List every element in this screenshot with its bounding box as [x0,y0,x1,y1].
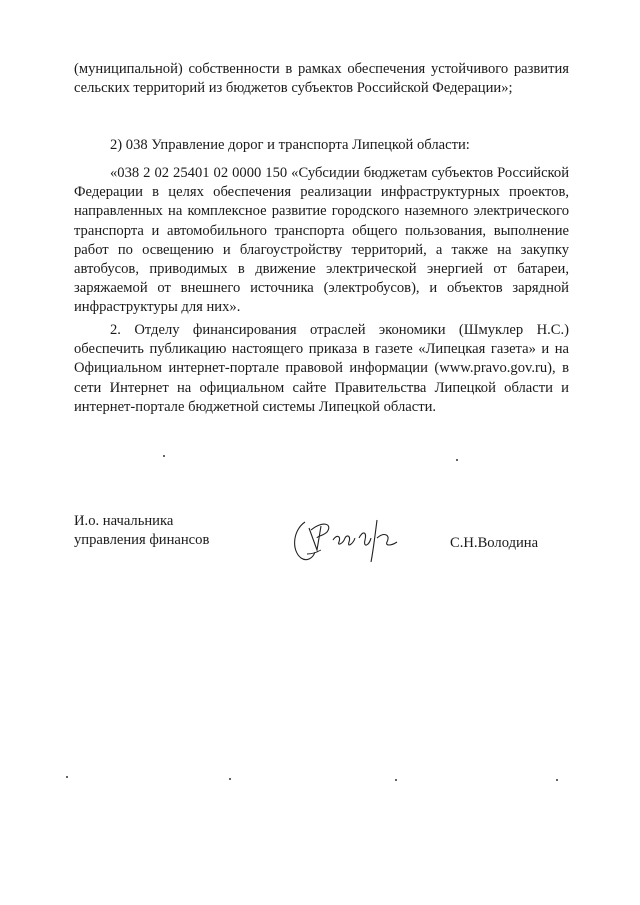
paragraph-continuation: (муниципальной) собственности в рамках обеспечения устойчивого развития сельских территорий из бюджетов субъектов Российской Федерации»; [74,61,569,97]
scan-speck [66,776,68,778]
signatory-position [74,512,209,550]
scan-speck [395,779,397,781]
signatory-position-line2: управления финансов [74,532,210,549]
scan-speck [456,459,458,461]
paragraph-publication-order: 2. Отделу финансирования отраслей экономики (Шмуклер Н.С.) обеспечить публикацию настоящего приказа в газете «Липецкая газета» и на Официальном интернет-портале правовой информации (www.pravo.gov.ru), в сети Интернет на официальном сайте Правительства Липецкой области и интернет-портале бюджетной системы Липецкой области. [74,322,569,415]
scan-speck [556,779,558,781]
paragraph-budget-code: «038 2 02 25401 02 0000 150 «Субсидии бюджетам субъектов Российской Федерации в целях обеспечения реализации инфраструктурных проектов, направленных на комплексное развитие городского наземного электрического транспорта и автомобильного транспорта общего пользования, выполнение работ по освещению и благоустройству территорий, а также на закупку автобусов, приводимых в движение электрической энергией от батареи, заряжаемой от внешнего источника (электробусов), и объектов зарядной инфраструктуры для них». [74,165,569,316]
handwritten-signature [287,508,407,568]
signatory-position-line1: И.о. начальника [74,513,174,529]
scan-speck [163,455,165,457]
signatory-name: С.Н.Володина [450,535,539,551]
scan-speck [229,778,231,780]
paragraph-item-2-heading: 2) 038 Управление дорог и транспорта Липецкой области: [110,137,470,153]
